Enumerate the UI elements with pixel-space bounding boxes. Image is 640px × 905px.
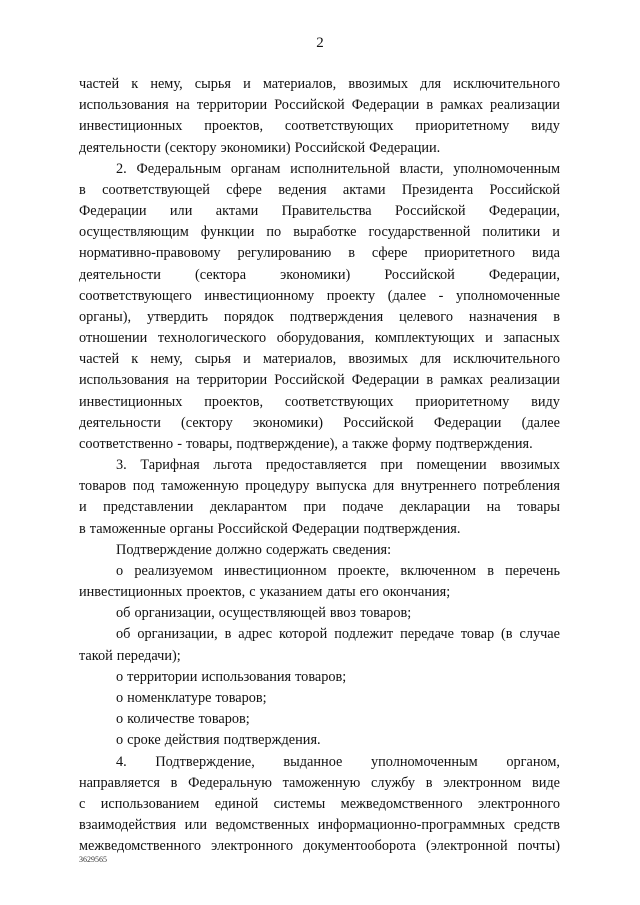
text-line: использования на территории Российской Федерации в рамках реализации <box>79 97 560 114</box>
text-line: соответствующего инвестиционному проекту (далее - уполномоченные <box>79 287 560 304</box>
text-line: о количестве товаров; <box>116 711 250 728</box>
text-line: об организации, в адрес которой подлежит передаче товар (в случае <box>116 626 560 643</box>
text-line: в таможенные органы Российской Федерации подтверждения. <box>79 520 461 537</box>
text-line: направляется в Федеральную таможенную службу в электронном виде <box>79 774 560 791</box>
text-line: инвестиционных проектов, соответствующих приоритетному виду <box>79 118 560 135</box>
text-line: о реализуемом инвестиционном проекте, включенном в перечень <box>116 562 560 579</box>
text-line: такой передачи); <box>79 647 181 664</box>
document-code: 3629565 <box>79 855 107 864</box>
text-line: инвестиционных проектов, соответствующих приоритетному виду <box>79 393 560 410</box>
text-line: частей к нему, сырья и материалов, ввозимых для исключительного <box>79 351 560 368</box>
text-line: в соответствующей сфере ведения актами Президента Российской <box>79 181 560 198</box>
text-line: инвестиционных проектов, с указанием даты его окончания; <box>79 584 451 601</box>
text-line: органы), утвердить порядок подтверждения целевого назначения в <box>79 308 560 325</box>
text-line: с использованием единой системы межведомственного электронного <box>79 795 560 812</box>
text-line: Подтверждение должно содержать сведения: <box>116 541 392 558</box>
text-line: 2. Федеральным органам исполнительной власти, уполномоченным <box>116 160 560 177</box>
text-line: 4. Подтверждение, выданное уполномоченным органом, <box>116 753 560 770</box>
text-line: осуществляющим функции по выработке государственной политики и <box>79 224 560 241</box>
text-line: межведомственного электронного документооборота (электронной почты) <box>79 838 560 855</box>
document-body <box>79 74 560 857</box>
text-line: нормативно-правовому регулированию в сфере приоритетного вида <box>79 245 560 262</box>
text-line: частей к нему, сырья и материалов, ввозимых для исключительного <box>79 76 560 92</box>
text-line: товаров под таможенную процедуру выпуска для внутреннего потребления <box>79 478 560 495</box>
text-line: и представлении декларантом при подаче декларации на товары <box>79 499 560 516</box>
text-line: деятельности (сектора экономики) Российской Федерации, <box>79 266 560 283</box>
text-line: взаимодействия или ведомственных информационно-программных средств <box>79 817 560 834</box>
text-line: об организации, осуществляющей ввоз товаров; <box>116 605 412 622</box>
text-line: Федерации или актами Правительства Российской Федерации, <box>79 203 560 220</box>
text-line: деятельности (сектору экономики) Российской Федерации. <box>79 139 441 156</box>
text-line: о территории использования товаров; <box>116 668 347 685</box>
text-line: деятельности (сектору экономики) Российской Федерации (далее <box>79 414 560 431</box>
text-line: отношении технологического оборудования, комплектующих и запасных <box>79 330 560 347</box>
text-line: использования на территории Российской Федерации в рамках реализации <box>79 372 560 389</box>
text-line: соответственно - товары, подтверждение), а также форму подтверждения. <box>79 435 533 452</box>
text-line: 3. Тарифная льгота предоставляется при помещении ввозимых <box>116 457 560 474</box>
text-line: о сроке действия подтверждения. <box>116 732 321 749</box>
page-number: 2 <box>316 35 324 51</box>
text-line: о номенклатуре товаров; <box>116 689 267 706</box>
